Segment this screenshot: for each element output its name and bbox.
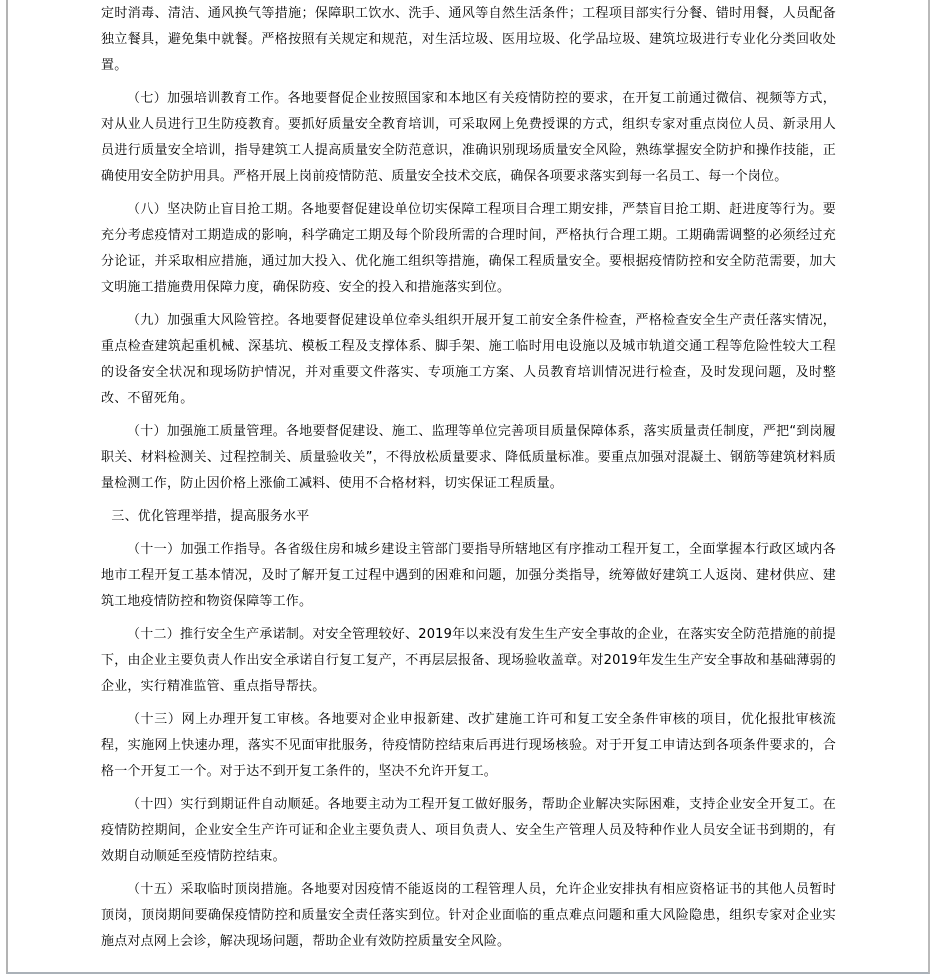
paragraph-item-15: （十五）采取临时顶岗措施。各地要对因疫情不能返岗的工程管理人员，允许企业安排执有相应资格证书的其他人员暂时顶岗，顶岗期间要确保疫情防控和质量安全责任落实到位。针对企业面临的重点难点问题和重大风险隐患，组织专家对企业实施点对点网上会诊，解决现场问题，帮助企业有效防控质量安全风险。: [101, 882, 836, 949]
paragraph-item-10: （十）加强施工质量管理。各地要督促建设、施工、监理等单位完善项目质量保障体系，落实质量责任制度，严把“到岗履职关、材料检测关、过程控制关、质量验收关”，不得放松质量要求、降低质量标准。要重点加强对混凝土、钢筋等建筑材料质量检测工作，防止因价格上涨偷工减料、使用不合格材料，切实保证工程质量。: [101, 424, 836, 491]
paragraph-item-8: （八）坚决防止盲目抢工期。各地要督促建设单位切实保障工程项目合理工期安排，严禁盲目抢工期、赶进度等行为。要充分考虑疫情对工期造成的影响，科学确定工期及每个阶段所需的合理时间，严格执行合理工期。工期确需调整的必须经过充分论证，并采取相应措施，通过加大投入、优化施工组织等措施，确保工程质量安全。要根据疫情防控和安全防范需要，加大文明施工措施费用保障力度，确保防疫、安全的投入和措施落实到位。: [101, 202, 836, 295]
paragraph-item-13: （十三）网上办理开复工审核。各地要对企业申报新建、改扩建施工许可和复工安全条件审核的项目，优化报批审核流程，实施网上快速办理，落实不见面审批服务，待疫情防控结束后再进行现场核验。对于开复工申请达到各项条件要求的，合格一个开复工一个。对于达不到开复工条件的，坚决不允许开复工。: [101, 712, 836, 779]
section-heading-3: 三、优化管理举措，提高服务水平: [111, 509, 310, 524]
paragraph-item-12: （十二）推行安全生产承诺制。对安全管理较好、2019年以来没有发生生产安全事故的企业，在落实安全防范措施的前提下，由企业主要负责人作出安全承诺自行复工复产，不再层层报备、现场验收盖章。对2019年发生生产安全事故和基础薄弱的企业，实行精准监管、重点指导帮扶。: [101, 627, 836, 694]
paragraph-item-7: （七）加强培训教育工作。各地要督促企业按照国家和本地区有关疫情防控的要求，在开复工前通过微信、视频等方式，对从业人员进行卫生防疫教育。要抓好质量安全教育培训，可采取网上免费授课的方式，组织专家对重点岗位人员、新录用人员进行质量安全培训，指导建筑工人提高质量安全防范意识，准确识别现场质量安全风险，熟练掌握安全防护和操作技能，正确使用安全防护用具。严格开展上岗前疫情防范、质量安全技术交底，确保各项要求落实到每一名员工、每一个岗位。: [101, 91, 836, 184]
paragraph-item-9: （九）加强重大风险管控。各地要督促建设单位牵头组织开展开复工前安全条件检查，严格检查安全生产责任落实情况，重点检查建筑起重机械、深基坑、模板工程及支撑体系、脚手架、施工临时用电设施以及城市轨道交通工程等危险性较大工程的设备安全状况和现场防护情况，并对重要文件落实、专项施工方案、人员教育培训情况进行检查，及时发现问题，及时整改、不留死角。: [101, 313, 836, 406]
document-page: [6, 0, 930, 974]
paragraph-item-14: （十四）实行到期证件自动顺延。各地要主动为工程开复工做好服务，帮助企业解决实际困难，支持企业安全开复工。在疫情防控期间，企业安全生产许可证和企业主要负责人、项目负责人、安全生产管理人员及特种作业人员安全证书到期的，有效期自动顺延至疫情防控结束。: [101, 797, 836, 864]
paragraph-item-11: （十一）加强工作指导。各省级住房和城乡建设主管部门要指导所辖地区有序推动工程开复工，全面掌握本行政区域内各地市工程开复工基本情况，及时了解开复工过程中遇到的困难和问题，加强分类指导，统筹做好建筑工人返岗、建材供应、建筑工地疫情防控和物资保障等工作。: [101, 542, 836, 609]
paragraph-continuation: 定时消毒、清洁、通风换气等措施；保障职工饮水、洗手、通风等自然生活条件；工程项目部实行分餐、错时用餐，人员配备独立餐具，避免集中就餐。严格按照有关规定和规范，对生活垃圾、医用垃圾、化学品垃圾、建筑垃圾进行专业化分类回收处置。: [101, 6, 836, 73]
